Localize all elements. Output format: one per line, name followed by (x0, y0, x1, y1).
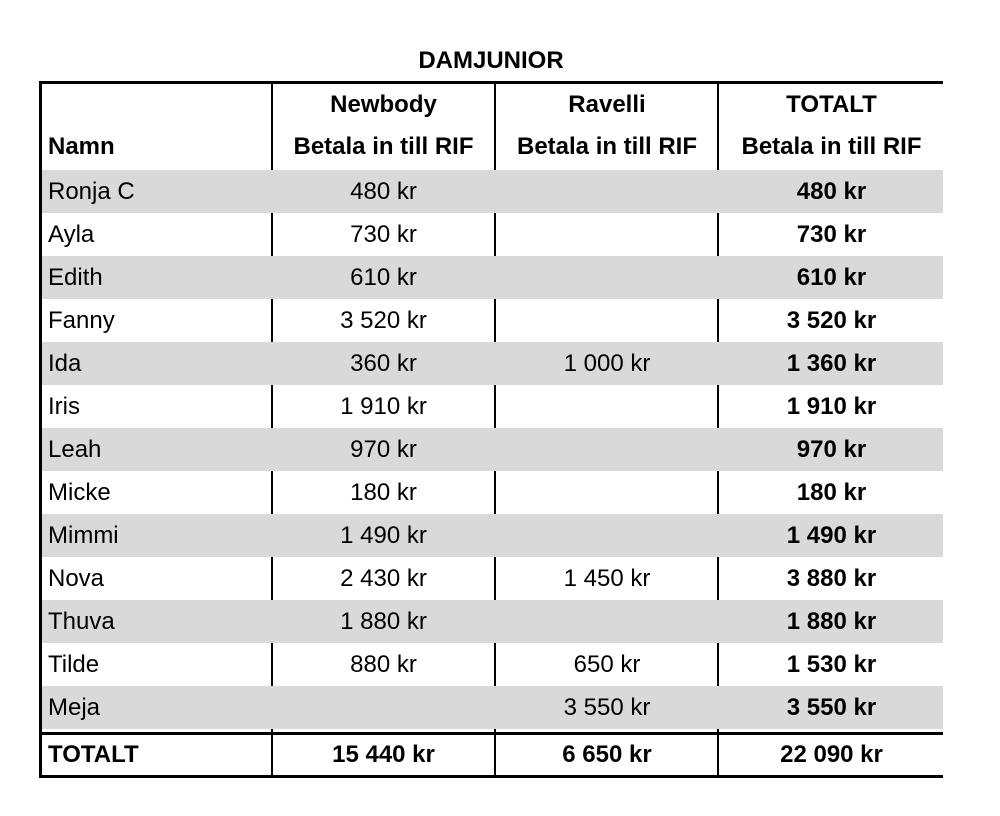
cell-ravelli: 3 550 kr (563, 694, 651, 721)
header-row (42, 84, 943, 170)
cell-total: 3 550 kr (786, 694, 877, 721)
cell-ravelli: 1 450 kr (563, 565, 651, 592)
cell-total: 1 360 kr (786, 350, 877, 377)
header-name (42, 84, 271, 170)
cell-newbody (273, 686, 494, 729)
cell-newbody: 1 910 kr (340, 393, 427, 420)
header-ravelli-subtitle: Betala in till RIF (516, 133, 698, 160)
header-newbody-title: Newbody (330, 91, 437, 118)
table-title: DAMJUNIOR (418, 47, 564, 74)
table-row (42, 600, 943, 643)
cell-newbody: 970 kr (350, 436, 417, 463)
table-row (42, 643, 943, 686)
cell-name: Nova (48, 565, 105, 592)
cell-total: 970 kr (796, 436, 867, 463)
header-total-subtitle: Betala in till RIF (741, 133, 922, 160)
table-row (42, 385, 943, 428)
totals-newbody: 15 440 kr (332, 741, 435, 768)
table-row (42, 213, 943, 256)
cell-ravelli (496, 213, 718, 256)
table-row (42, 514, 943, 557)
header-ravelli (496, 84, 718, 170)
cell-name: Fanny (48, 307, 115, 334)
cell-total: 1 530 kr (786, 651, 877, 678)
cell-ravelli (496, 299, 718, 342)
cell-ravelli (496, 600, 718, 643)
cell-ravelli: 1 000 kr (563, 350, 651, 377)
cell-newbody: 480 kr (350, 178, 417, 205)
totals-grand-total: 22 090 kr (780, 741, 883, 768)
cell-total: 3 880 kr (786, 565, 877, 592)
cell-name: Leah (48, 436, 102, 463)
header-newbody (273, 84, 494, 170)
table-row (42, 557, 943, 600)
cell-name: Mimmi (48, 522, 119, 549)
totals-row (42, 735, 943, 775)
cell-name: Edith (48, 264, 103, 291)
cell-newbody: 880 kr (350, 651, 417, 678)
totals-ravelli: 6 650 kr (562, 741, 652, 768)
header-ravelli-title: Ravelli (568, 91, 646, 118)
cell-ravelli (496, 428, 718, 471)
cell-ravelli (496, 385, 718, 428)
cell-name: Ida (48, 350, 82, 377)
cell-total: 1 880 kr (786, 608, 877, 635)
cell-name: Ronja C (48, 178, 135, 205)
header-total (720, 84, 943, 170)
cell-newbody: 730 kr (350, 221, 417, 248)
cell-newbody: 3 520 kr (340, 307, 427, 334)
table-row (42, 170, 943, 213)
cell-newbody: 360 kr (350, 350, 417, 377)
cell-name: Meja (48, 694, 101, 721)
table-row (42, 299, 943, 342)
cell-total: 610 kr (796, 264, 867, 291)
cell-newbody: 2 430 kr (340, 565, 427, 592)
cell-ravelli (496, 514, 718, 557)
cell-name: Ayla (48, 221, 95, 248)
header-total-title: TOTALT (786, 91, 877, 118)
table-row (42, 471, 943, 514)
header-name-label: Namn (48, 133, 115, 160)
cell-total: 180 kr (796, 479, 867, 506)
cell-ravelli (496, 170, 718, 213)
cell-ravelli: 650 kr (573, 651, 641, 678)
table-row (42, 256, 943, 299)
cell-name: Tilde (48, 651, 100, 678)
cell-ravelli (496, 256, 718, 299)
cell-total: 730 kr (796, 221, 867, 248)
table-row (42, 686, 943, 729)
cell-ravelli (496, 471, 718, 514)
cell-total: 3 520 kr (786, 307, 877, 334)
table-row (42, 428, 943, 471)
cell-total: 480 kr (796, 178, 867, 205)
header-newbody-subtitle: Betala in till RIF (293, 133, 474, 160)
cell-name: Thuva (48, 608, 115, 635)
table-row (42, 342, 943, 385)
totals-label: TOTALT (48, 741, 139, 768)
cell-total: 1 490 kr (786, 522, 877, 549)
cell-total: 1 910 kr (786, 393, 877, 420)
cell-newbody: 1 490 kr (340, 522, 427, 549)
cell-name: Iris (48, 393, 80, 420)
cell-name: Micke (48, 479, 111, 506)
cell-newbody: 180 kr (350, 479, 417, 506)
cell-newbody: 1 880 kr (340, 608, 427, 635)
table-bottom-border (39, 775, 943, 778)
cell-newbody: 610 kr (350, 264, 417, 291)
